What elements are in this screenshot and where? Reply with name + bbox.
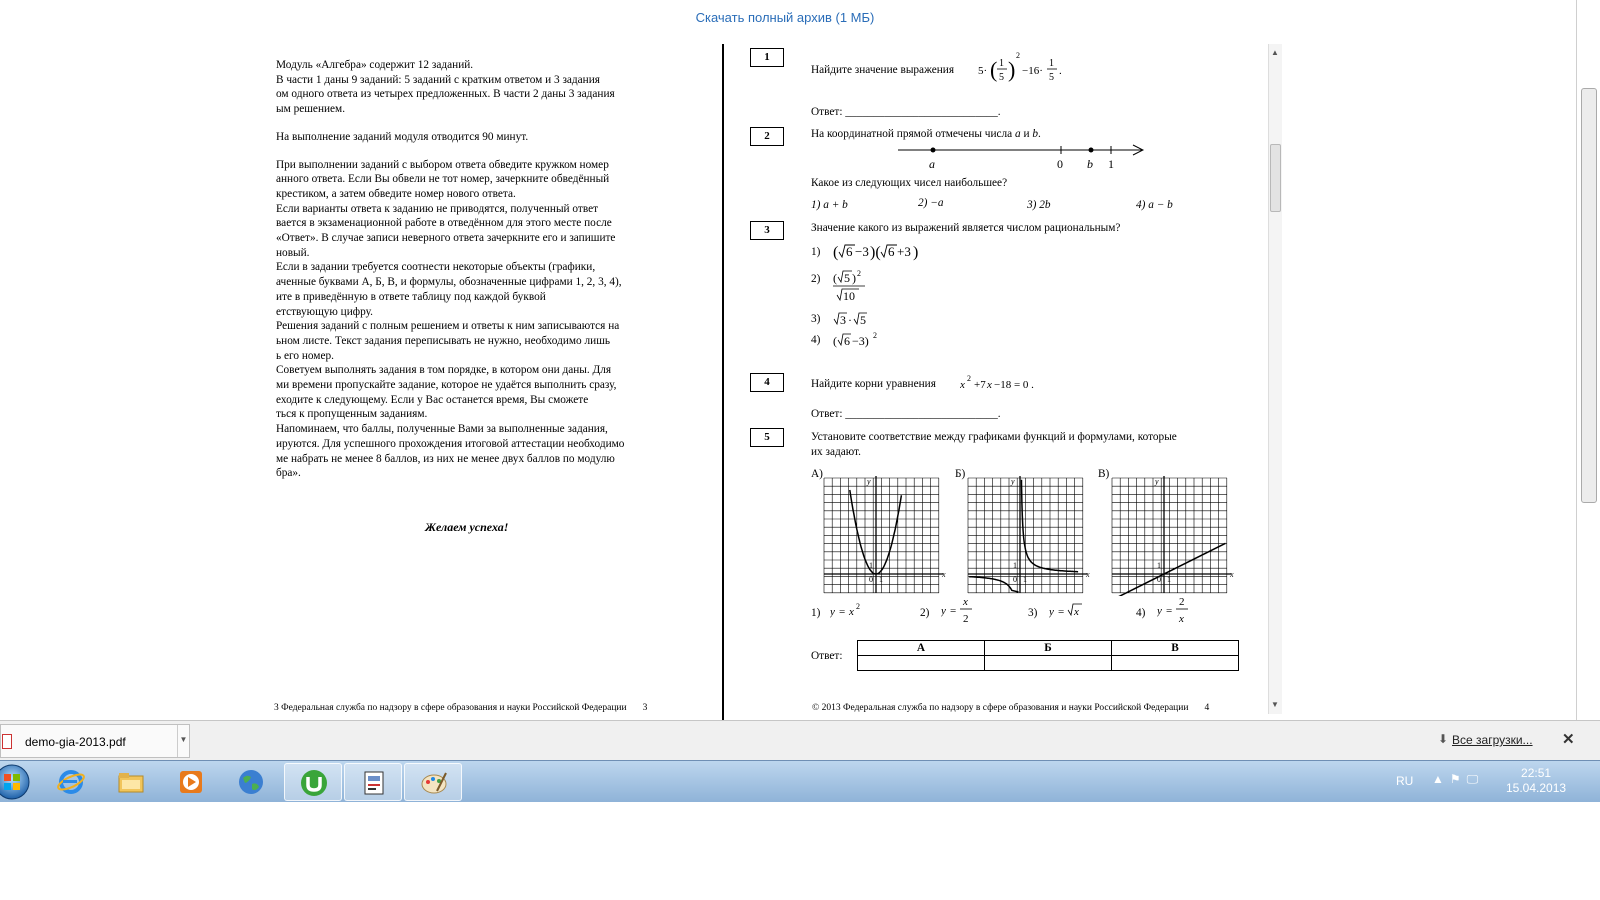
svg-text:1: 1 xyxy=(879,575,883,584)
left-page-line: крестиком, а затем обведите номер нового ответа. xyxy=(276,187,516,200)
footer-text: © 2013 Федеральная служба по надзору в сфере образования и науки Российской Федерации xyxy=(812,703,1189,713)
scroll-up-icon[interactable]: ▲ xyxy=(1271,48,1279,57)
left-page-line: бра». xyxy=(276,467,301,480)
window-scrollbar[interactable] xyxy=(1576,0,1600,724)
left-page-line: Если в задании требуется соотнести некоторые объекты (графики, xyxy=(276,261,596,274)
svg-text:6: 6 xyxy=(888,244,895,259)
task2-label: На координатной прямой отмечены числа xyxy=(811,128,1013,140)
svg-text:2: 2 xyxy=(1179,596,1185,608)
left-page-line: ь его номер. xyxy=(276,349,334,362)
footer-text: 3 Федеральная служба по надзору в сфере образования и науки Российской Федерации xyxy=(274,703,627,713)
svg-text:1: 1 xyxy=(869,560,873,570)
svg-text:−16·: −16· xyxy=(1022,65,1043,77)
task1-text xyxy=(811,64,954,76)
task-number-1: 1 xyxy=(750,48,784,67)
task5-text-line2: их задают. xyxy=(811,446,861,458)
scroll-thumb[interactable] xyxy=(1270,144,1281,212)
answer-col-a: А xyxy=(858,641,985,656)
left-page-text xyxy=(276,58,680,481)
formula-4-label: 4) xyxy=(1136,607,1146,619)
svg-text:=: = xyxy=(1058,606,1065,618)
formula-3 xyxy=(1049,598,1095,624)
answer-cell-c[interactable] xyxy=(1112,656,1239,671)
left-page-line: ми времени пропускайте задание, которое не удаётся выполнить сразу, xyxy=(276,379,617,392)
svg-text:.: . xyxy=(1059,65,1062,77)
task4-answer: Ответ: ___________________________. xyxy=(811,408,1001,420)
svg-text:1: 1 xyxy=(1157,560,1161,570)
task3-opt2-expr xyxy=(833,268,893,308)
svg-text:0: 0 xyxy=(1013,575,1017,584)
page-separator xyxy=(722,44,724,720)
svg-text:0: 0 xyxy=(869,575,873,584)
utorrent-taskbar-button[interactable] xyxy=(284,763,342,801)
formula-2-label: 2) xyxy=(920,607,930,619)
close-icon[interactable]: ✕ xyxy=(1562,731,1575,748)
conj: и xyxy=(1023,128,1030,140)
svg-text:1: 1 xyxy=(1167,575,1171,584)
svg-text:(: ( xyxy=(833,334,837,348)
pdf-file-icon xyxy=(2,734,12,749)
left-page-line: Если варианты ответа к заданию не приводятся, полученный ответ xyxy=(276,202,599,215)
answer-cell-b[interactable] xyxy=(985,656,1112,671)
graph-label-c: В) xyxy=(1098,468,1110,480)
svg-text:1: 1 xyxy=(999,58,1004,69)
left-page-line: новый. xyxy=(276,246,310,259)
var-b: b xyxy=(1032,128,1039,140)
left-page-line: вается в экзаменационной работе в отведённом для этого месте после xyxy=(276,217,612,230)
axis-a: a xyxy=(929,157,935,171)
svg-text:3: 3 xyxy=(840,313,846,327)
folder-icon xyxy=(117,768,145,796)
task4-label: Найдите корни уравнения xyxy=(811,378,936,390)
svg-text:−3: −3 xyxy=(855,244,869,259)
left-page-line: На выполнение заданий модуля отводится 90 минут. xyxy=(276,130,529,143)
svg-text:): ) xyxy=(1008,57,1016,82)
download-archive-link[interactable]: Скачать полный архив (1 МБ) xyxy=(695,10,875,25)
axis-zero: 0 xyxy=(1057,157,1063,171)
svg-text:2: 2 xyxy=(873,331,877,340)
svg-text:y: y xyxy=(1011,477,1015,486)
task5-answer-label: Ответ: xyxy=(811,650,843,662)
svg-text:5: 5 xyxy=(844,271,850,285)
answer-cell-a[interactable] xyxy=(858,656,985,671)
svg-text:y: y xyxy=(1155,477,1159,486)
task3-opt4-expr xyxy=(833,330,893,352)
svg-text:x: x xyxy=(1230,570,1234,579)
svg-text:1: 1 xyxy=(1023,575,1027,584)
svg-text:x: x xyxy=(1086,570,1090,579)
all-downloads-link[interactable]: Все загрузки... xyxy=(1452,733,1533,747)
task3-opt3-expr xyxy=(833,310,883,332)
svg-text:6: 6 xyxy=(844,334,850,348)
svg-text:y: y xyxy=(830,606,835,618)
left-page-line xyxy=(276,117,680,130)
formula-1-label: 1) xyxy=(811,607,821,619)
download-file-name[interactable]: demo-gia-2013.pdf xyxy=(25,735,126,749)
svg-text:6: 6 xyxy=(846,244,853,259)
task3-text: Значение какого из выражений является числом рациональным? xyxy=(811,222,1121,234)
left-page-line: Напоминаем, что баллы, полученные Вами за выполненные задания, xyxy=(276,423,608,436)
task3-opt2-label: 2) xyxy=(811,273,821,285)
start-button-icon[interactable] xyxy=(0,763,32,801)
left-page-line: В части 1 даны 9 заданий: 5 заданий с кратким ответом и 3 задания xyxy=(276,73,600,86)
viewer-scrollbar[interactable] xyxy=(1268,44,1282,714)
svg-text:2: 2 xyxy=(857,269,861,278)
task5-text-line1: Установите соответствие между графиками функций и формулами, которые xyxy=(811,431,1177,443)
svg-text:0: 0 xyxy=(1157,575,1161,584)
svg-text:=: = xyxy=(1166,605,1173,617)
svg-text:−3): −3) xyxy=(852,334,869,348)
task-number-2: 2 xyxy=(750,127,784,146)
explorer-taskbar-button[interactable] xyxy=(102,763,160,801)
media-player-icon xyxy=(177,768,205,796)
svg-text:x: x xyxy=(1074,606,1079,618)
svg-text:2: 2 xyxy=(963,613,969,625)
graph-a xyxy=(820,476,950,596)
task1-answer: Ответ: ___________________________. xyxy=(811,106,1001,118)
downloads-bar xyxy=(0,720,1600,760)
svg-text:2: 2 xyxy=(1016,51,1020,60)
axis-one: 1 xyxy=(1108,157,1114,171)
svg-text:2: 2 xyxy=(967,374,971,383)
answer-table xyxy=(857,640,1239,671)
svg-text:+3: +3 xyxy=(897,244,911,259)
task2-option-2: 2) −a xyxy=(918,197,944,209)
left-page-line: еходите к следующему. Если у Вас останется время, Вы сможете xyxy=(276,393,589,406)
svg-text:x: x xyxy=(963,596,968,608)
clock[interactable] xyxy=(1506,766,1566,796)
task3-opt1-label: 1) xyxy=(811,246,821,258)
left-page-line: ите в приведённую в ответе таблицу под каждой буквой xyxy=(276,290,546,303)
task-number-3: 3 xyxy=(750,221,784,240)
clock-date: 15.04.2013 xyxy=(1506,781,1567,795)
window-scroll-thumb[interactable] xyxy=(1581,88,1597,503)
axis-b: b xyxy=(1087,157,1093,171)
media-player-taskbar-button[interactable] xyxy=(162,763,220,801)
taskbar xyxy=(0,760,1600,802)
task2-option-1: 1) a + b xyxy=(811,199,848,211)
svg-text:5: 5 xyxy=(999,72,1004,83)
clock-time: 22:51 xyxy=(1521,766,1552,780)
formula-1 xyxy=(830,598,870,624)
tray-icons[interactable]: ▲⚑🖵 xyxy=(1432,772,1485,786)
svg-text:y: y xyxy=(867,477,871,486)
graph-c xyxy=(1108,476,1238,596)
svg-text:10: 10 xyxy=(843,289,855,303)
task2-text: На координатной прямой отмечены числа a и b. xyxy=(811,128,1041,140)
answer-col-c: В xyxy=(1112,641,1239,656)
paint-icon xyxy=(420,769,448,797)
svg-text:5: 5 xyxy=(860,313,866,327)
left-page-line: анного ответа. Если Вы обвели не тот номер, зачеркните обведённый xyxy=(276,173,610,186)
graph-b xyxy=(964,476,1094,596)
left-page-footer xyxy=(274,703,647,713)
left-page-line: Советуем выполнять задания в том порядке, в котором они даны. Для xyxy=(276,364,612,377)
svg-text:2: 2 xyxy=(856,602,860,611)
task2-question: Какое из следующих чисел наибольшее? xyxy=(811,177,1008,189)
left-page-line: ом одного ответа из четырех предложенных. В части 2 даны 3 задания xyxy=(276,88,615,101)
task4-text xyxy=(811,378,936,390)
task-number-5: 5 xyxy=(750,428,784,447)
task1-expression xyxy=(978,50,1068,90)
download-item[interactable] xyxy=(0,724,190,758)
task2-option-4: 4) a − b xyxy=(1136,199,1173,211)
language-indicator[interactable]: RU xyxy=(1396,774,1414,788)
svg-text:x: x xyxy=(960,379,965,391)
left-page-line: При выполнении заданий с выбором ответа обведите кружком номер xyxy=(276,158,609,171)
left-page-line: ым решением. xyxy=(276,103,346,116)
point-a xyxy=(931,148,936,153)
formula-2 xyxy=(941,594,981,628)
browser-taskbar-button[interactable] xyxy=(222,763,280,801)
svg-text:x: x xyxy=(849,606,854,618)
svg-text:x: x xyxy=(987,379,992,391)
svg-text:)(: )( xyxy=(870,244,881,261)
ie-taskbar-button[interactable] xyxy=(42,763,100,801)
right-page-footer xyxy=(812,703,1209,713)
left-page-line: ме набрать не менее 8 баллов, из них не менее двух баллов по модулю xyxy=(276,452,615,465)
download-icon: ⬇ xyxy=(1438,732,1449,746)
svg-text:(: ( xyxy=(990,57,998,82)
left-page-line: Решения заданий с полным решением и ответы к ним записываются на xyxy=(276,320,620,333)
svg-text:x: x xyxy=(1179,613,1184,625)
svg-text:x: x xyxy=(942,570,946,579)
svg-text:1: 1 xyxy=(1049,58,1054,69)
svg-text:+7: +7 xyxy=(974,379,986,391)
graph-label-a: А) xyxy=(811,468,823,480)
globe-icon xyxy=(237,768,265,796)
page-number: 3 xyxy=(642,703,648,713)
svg-text:=: = xyxy=(839,606,846,618)
task2-option-3: 3) 2b xyxy=(1027,199,1051,211)
task3-opt1-expr xyxy=(833,239,933,265)
task3-opt3-label: 3) xyxy=(811,313,821,325)
task4-equation xyxy=(960,368,1060,392)
svg-text:(: ( xyxy=(833,244,839,261)
document-taskbar-button[interactable] xyxy=(344,763,402,801)
left-page-line: Модуль «Алгебра» содержит 12 заданий. xyxy=(276,59,474,71)
wish-text: Желаем успеха! xyxy=(425,520,509,534)
var-a: a xyxy=(1015,128,1021,140)
left-page-line: етствующую цифру. xyxy=(276,305,373,318)
paint-taskbar-button[interactable] xyxy=(404,763,462,801)
svg-text:−18 = 0 .: −18 = 0 . xyxy=(994,379,1034,391)
svg-text:5: 5 xyxy=(1049,72,1054,83)
svg-text:y: y xyxy=(941,605,946,617)
task-number-4: 4 xyxy=(750,373,784,392)
task3-opt4-label: 4) xyxy=(811,334,821,346)
task1-label: Найдите значение выражения xyxy=(811,64,955,76)
left-page-line: ться к пропущенным заданиям. xyxy=(276,408,428,421)
formula-3-label: 3) xyxy=(1028,607,1038,619)
left-page-line: ируются. Для успешного прохождения итоговой аттестации необходимо xyxy=(276,437,625,450)
internet-explorer-icon xyxy=(57,768,85,796)
left-page-line: аченные буквами А, Б, В, и формулы, обозначенные цифрами 1, 2, 3, 4), xyxy=(276,276,622,289)
svg-text:=: = xyxy=(950,605,957,617)
svg-text:(: ( xyxy=(833,271,837,285)
answer-col-b: Б xyxy=(985,641,1112,656)
scroll-down-icon[interactable]: ▼ xyxy=(1271,700,1279,709)
svg-text:): ) xyxy=(852,271,856,285)
svg-text:y: y xyxy=(1049,606,1054,618)
number-line xyxy=(893,141,1149,171)
utorrent-icon xyxy=(300,769,328,797)
left-page-line: «Ответ». В случае записи неверного ответа зачеркните его и запишите xyxy=(276,232,616,245)
left-page-line xyxy=(276,145,680,158)
pdf-viewer xyxy=(0,36,1290,720)
document-icon xyxy=(360,769,388,797)
page-number: 4 xyxy=(1204,703,1210,713)
svg-text:): ) xyxy=(913,244,919,261)
point-b xyxy=(1089,148,1094,153)
svg-text:5·: 5· xyxy=(978,65,988,77)
formula-4 xyxy=(1157,594,1197,628)
chevron-down-icon[interactable]: ▼ xyxy=(177,725,189,757)
svg-text:·: · xyxy=(848,313,852,327)
svg-text:1: 1 xyxy=(1013,560,1017,570)
left-page-line: ьном листе. Текст задания переписывать не нужно, необходимо лишь xyxy=(276,334,611,347)
graph-label-b: Б) xyxy=(955,468,966,480)
svg-text:y: y xyxy=(1157,605,1162,617)
